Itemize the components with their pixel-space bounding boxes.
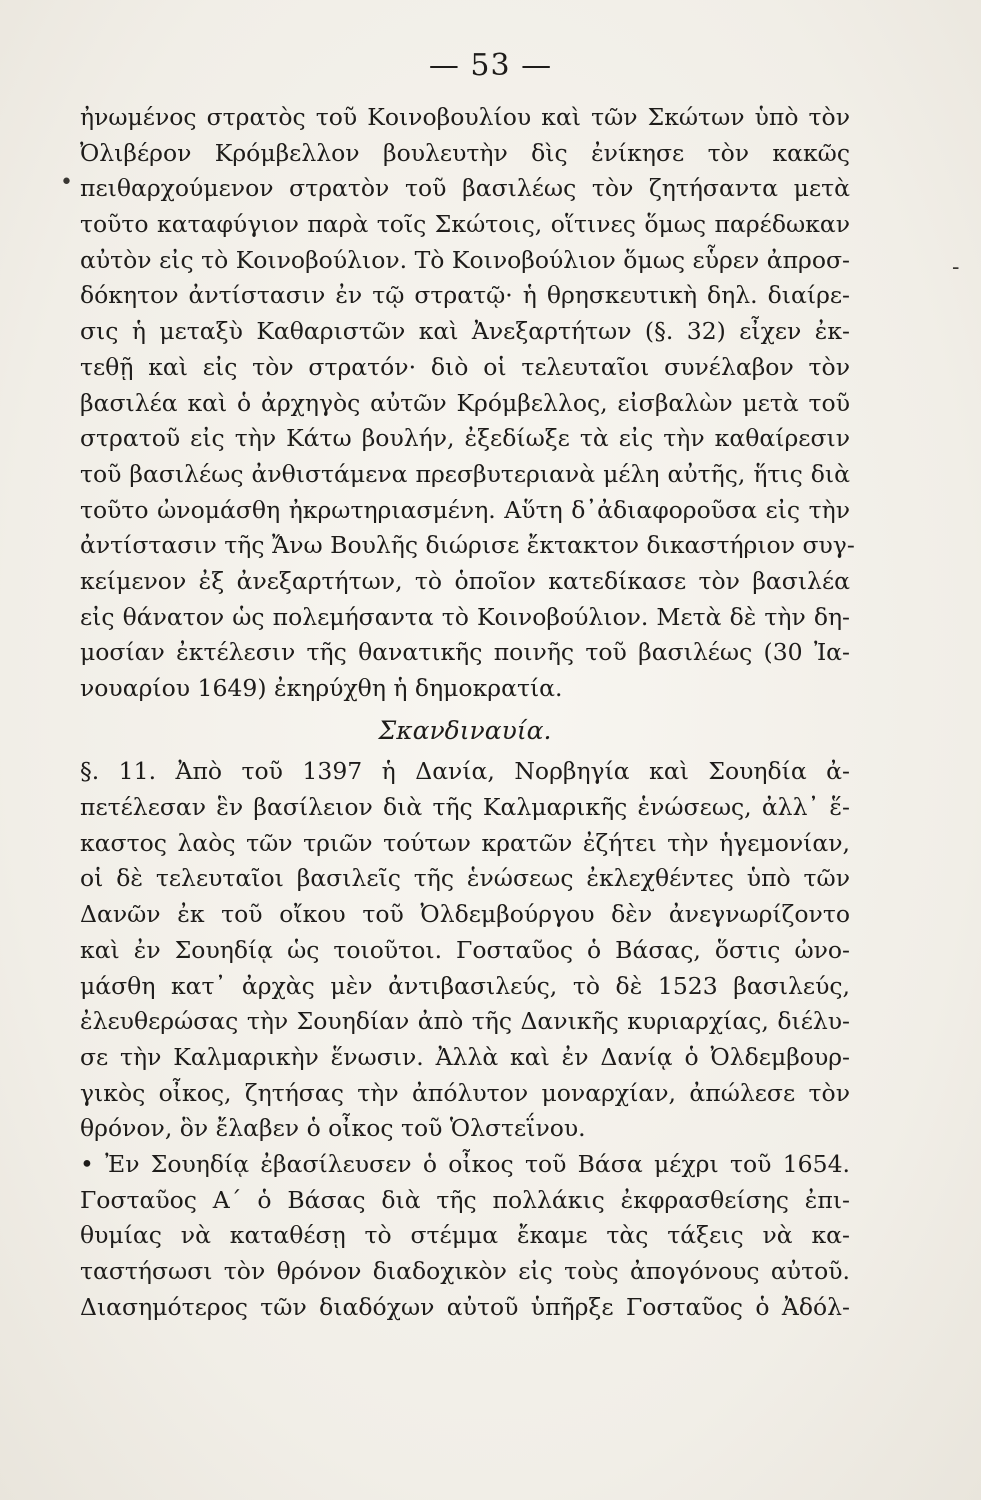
text-line: μοσίαν ἐκτέλεσιν τῆς θανατικῆς ποινῆς τοῦ βασιλέως (30 Ἰα- xyxy=(80,638,850,667)
text-line: ἀντίστασιν τῆς Ἄνω Βουλῆς διώρισε ἔκτακτον δικαστήριον συγ- xyxy=(80,531,855,560)
text-line: οἱ δὲ τελευταῖοι βασιλεῖς τῆς ἑνώσεως ἐκλεχθέντες ὑπὸ τῶν xyxy=(80,864,850,893)
text-line: τοῦτο ὠνομάσθη ἠκρωτηριασμένη. Αὕτη δ᾽ἀδιαφοροῦσα εἰς τὴν xyxy=(80,495,850,524)
section-heading: Σκανδιναυία. xyxy=(378,715,552,745)
text-line: σις ἡ μεταξὺ Καθαριστῶν καὶ Ἀνεξαρτήτων (§. 32) εἶχεν ἐκ- xyxy=(80,317,850,346)
text-line: τοῦ βασιλέως ἀνθιστάμενα πρεσβυτεριανὰ μέλη αὐτῆς, ἥτις διὰ xyxy=(80,459,850,488)
text-line: Γοσταῦος Α´ ὁ Βάσας διὰ τῆς πολλάκις ἐκφρασθείσης ἐπι- xyxy=(80,1185,850,1214)
text-line: αὐτὸν εἰς τὸ Κοινοβούλιον. Τὸ Κοινοβούλιον ὅμως εὗρεν ἀπροσ- xyxy=(80,245,850,274)
text-line: καστος λαὸς τῶν τριῶν τούτων κρατῶν ἐζήτει τὴν ἡγεμονίαν, xyxy=(80,828,850,857)
text-line: θυμίας νὰ καταθέσῃ τὸ στέμμα ἔκαμε τὰς τάξεις νὰ κα- xyxy=(80,1221,850,1250)
paragraph-1 xyxy=(80,100,855,707)
text-line: κείμενον ἐξ ἀνεξαρτήτων, τὸ ὁποῖον κατεδίκασε τὸν βασιλέα xyxy=(80,566,850,595)
text-line: §. 11. Ἀπὸ τοῦ 1397 ἡ Δανία, Νορβηγία καὶ Σουηδία ἀ- xyxy=(80,757,850,786)
text-line: βασιλέα καὶ ὁ ἀρχηγὸς αὐτῶν Κρόμβελλος, εἰσβαλὼν μετὰ τοῦ xyxy=(80,388,850,417)
text-line: Δανῶν ἐκ τοῦ οἴκου τοῦ Ὀλδεμβούργου δὲν ἀνεγνωρίζοντο xyxy=(80,900,850,929)
paragraph-3 xyxy=(80,1147,850,1325)
text-line: τοῦτο καταφύγιον παρὰ τοῖς Σκώτοις, οἵτινες ὅμως παρέδωκαν xyxy=(80,210,850,239)
body-text xyxy=(80,100,855,1325)
text-line: πειθαρχούμενον στρατὸν τοῦ βασιλέως τὸν ζητήσαντα μετὰ xyxy=(80,174,850,203)
text-line: νουαρίου 1649) ἐκηρύχθη ἡ δημοκρατία. xyxy=(80,674,563,702)
margin-dot-mark: • xyxy=(60,170,73,195)
text-line: δόκητον ἀντίστασιν ἐν τῷ στρατῷ· ἡ θρησκευτικὴ δηλ. διαίρε- xyxy=(80,281,850,310)
text-line: σε τὴν Καλμαρικὴν ἕνωσιν. Ἀλλὰ καὶ ἐν Δανίᾳ ὁ Ὀλδεμβουρ- xyxy=(80,1042,850,1071)
page-number: — 53 — xyxy=(428,48,553,83)
text-line: εἰς θάνατον ὡς πολεμήσαντα τὸ Κοινοβούλιον. Μετὰ δὲ τὴν δη- xyxy=(80,602,850,631)
text-line: γικὸς οἶκος, ζητήσας τὴν ἀπόλυτον μοναρχίαν, ἀπώλεσε τὸν xyxy=(80,1078,850,1107)
text-line: τεθῇ καὶ εἰς τὸν στρατόν· διὸ οἱ τελευταῖοι συνέλαβον τὸν xyxy=(80,352,850,381)
text-line: ἐλευθερώσας τὴν Σουηδίαν ἀπὸ τῆς Δανικῆς κυριαρχίας, διέλυ- xyxy=(80,1007,850,1036)
text-line: θρόνον, ὃν ἔλαβεν ὁ οἶκος τοῦ Ὁλστεΐνου. xyxy=(80,1114,586,1143)
text-line: ἠνωμένος στρατὸς τοῦ Κοινοβουλίου καὶ τῶν Σκώτων ὑπὸ τὸν xyxy=(80,103,850,131)
text-line: καὶ ἐν Σουηδίᾳ ὡς τοιοῦτοι. Γοσταῦος ὁ Βάσας, ὅστις ὠνο- xyxy=(80,935,850,964)
text-line: Ὀλιβέρον Κρόμβελλον βουλευτὴν δὶς ἐνίκησε τὸν κακῶς xyxy=(80,138,850,167)
text-line: • Ἐν Σουηδίᾳ ἐβασίλευσεν ὁ οἶκος τοῦ Βάσα μέχρι τοῦ 1654. xyxy=(80,1149,850,1178)
paragraph-2 xyxy=(80,754,850,1147)
margin-dash-mark: - xyxy=(952,255,960,280)
text-line: Διασημότερος τῶν διαδόχων αὐτοῦ ὑπῆρξε Γοσταῦος ὁ Ἀδόλ- xyxy=(80,1292,850,1321)
text-line: ταστήσωσι τὸν θρόνον διαδοχικὸν εἰς τοὺς ἀπογόνους αὐτοῦ. xyxy=(80,1257,850,1285)
text-line: πετέλεσαν ἓν βασίλειον διὰ τῆς Καλμαρικῆς ἑνώσεως, ἀλλ᾽ ἕ- xyxy=(80,793,850,822)
text-line: μάσθη κατ᾽ ἀρχὰς μὲν ἀντιβασιλεύς, τὸ δὲ 1523 βασιλεύς, xyxy=(80,971,850,1000)
text-line: στρατοῦ εἰς τὴν Κάτω βουλήν, ἐξεδίωξε τὰ εἰς τὴν καθαίρεσιν xyxy=(80,424,850,453)
